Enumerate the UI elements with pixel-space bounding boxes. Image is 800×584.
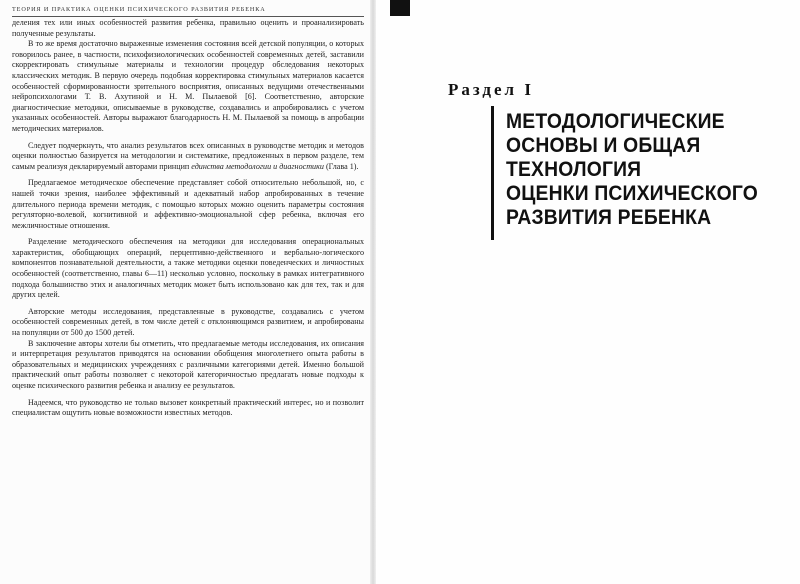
principle-italic: единства методологии и диагностики — [191, 161, 324, 171]
right-page — [376, 0, 800, 584]
paragraph-principle — [12, 141, 364, 173]
section-title — [506, 110, 764, 230]
paragraph: Предлагаемое методическое обеспечение представляет собой относительно небольшой, но, с нашей точки зрения, наиболее эффективный и адекватный набор апробированных в течение длительного периода времени методик, с помощью которых можно оценить параметры состояния регуляторно-волевой, когнитивной и аффективно-эмоциональной сфер ребенка, включая его межличностные отношения. — [12, 178, 364, 230]
paragraph-principle-text: Следует подчеркнуть, что анализ результатов всех описанных в руководстве методик и методов оценки полностью базируется на методологии и систематике, предложенных в первом разделе, тем самым реализуя декларируемый авторами принцип — [12, 140, 364, 171]
running-head-rule — [12, 16, 364, 17]
principle-tail: (Глава 1). — [323, 161, 359, 171]
section-title-line: МЕТОДОЛОГИЧЕСКИЕ — [506, 110, 725, 133]
section-title-bar — [491, 106, 494, 240]
paragraph: В заключение авторы хотели бы отметить, что предлагаемые методы исследования, их описания и интерпретация результатов приводятся на основании обобщения многолетнего опыта работы в образовательных и медицинских учреждениях с различными категориями детей. Именно большой практический опыт работы позволяет с некоторой категоричностью предлагать новые подходы к оценке психического развития ребенка и анализу ее результатов. — [12, 338, 364, 390]
paragraph: Разделение методического обеспечения на методики для исследования операциональных характеристик, обобщающих операций, перцептивно-действенного и вербально-логического компонентов познавательной деятельности, а также методики оценки поведенческих и личностных особенностей (соответственно, главы 6—11) несколько условно, поскольку в рамках интегративного подхода большинство этих и аналогичных методик может быть использовано как для тех, так и для других целей. — [12, 237, 364, 300]
section-title-line: РАЗВИТИЯ РЕБЕНКА — [506, 206, 712, 229]
section-label: Раздел I — [448, 80, 534, 99]
left-page — [0, 0, 372, 584]
body-text — [12, 18, 364, 419]
paragraph: В то же время достаточно выраженные изменения состояния всей детской популяции, о которых говорилось ранее, в частности, психофизиологических особенностей современных детей, заставили скорректировать стимульные материалы и технологии процедур обследования некоторых классических методик. В первую очередь подобная корректировка стимульных материалов касается особенностей сформированности зрительного восприятия, описанных ведущими отечественными нейропсихологами Т. В. Ахутиной и Н. М. Пылаевой [6]. Соответственно, авторские диагностические методики, описываемые в руководстве, создавались и апробировались с учетом указанных особенностей. Авторы выражают благодарность Н. М. Пылаевой за помощь в апробации методических материалов. — [12, 39, 364, 133]
running-head: ТЕОРИЯ И ПРАКТИКА ОЦЕНКИ ПСИХИЧЕСКОГО РАЗВИТИЯ РЕБЕНКА — [12, 6, 266, 13]
section-title-line: ОЦЕНКИ ПСИХИЧЕСКОГО — [506, 182, 758, 205]
section-title-line: ТЕХНОЛОГИЯ — [506, 158, 642, 181]
paragraph: деления тех или иных особенностей развития ребенка, правильно оценить и проанализировать полученные результаты. — [12, 18, 364, 38]
paragraph: Надеемся, что руководство не только вызовет конкретный практический интерес, но и позволит специалистам ощутить новые возможности известных методов. — [12, 397, 364, 418]
section-title-line: ОСНОВЫ И ОБЩАЯ — [506, 134, 701, 157]
scan-corner-mark — [390, 0, 410, 16]
paragraph: Авторские методы исследования, представленные в руководстве, создавались с учетом особенностей современных детей, в том числе детей с отклоняющимся развитием, и апробированы на популяции от 500 до 1500 детей. — [12, 306, 364, 338]
